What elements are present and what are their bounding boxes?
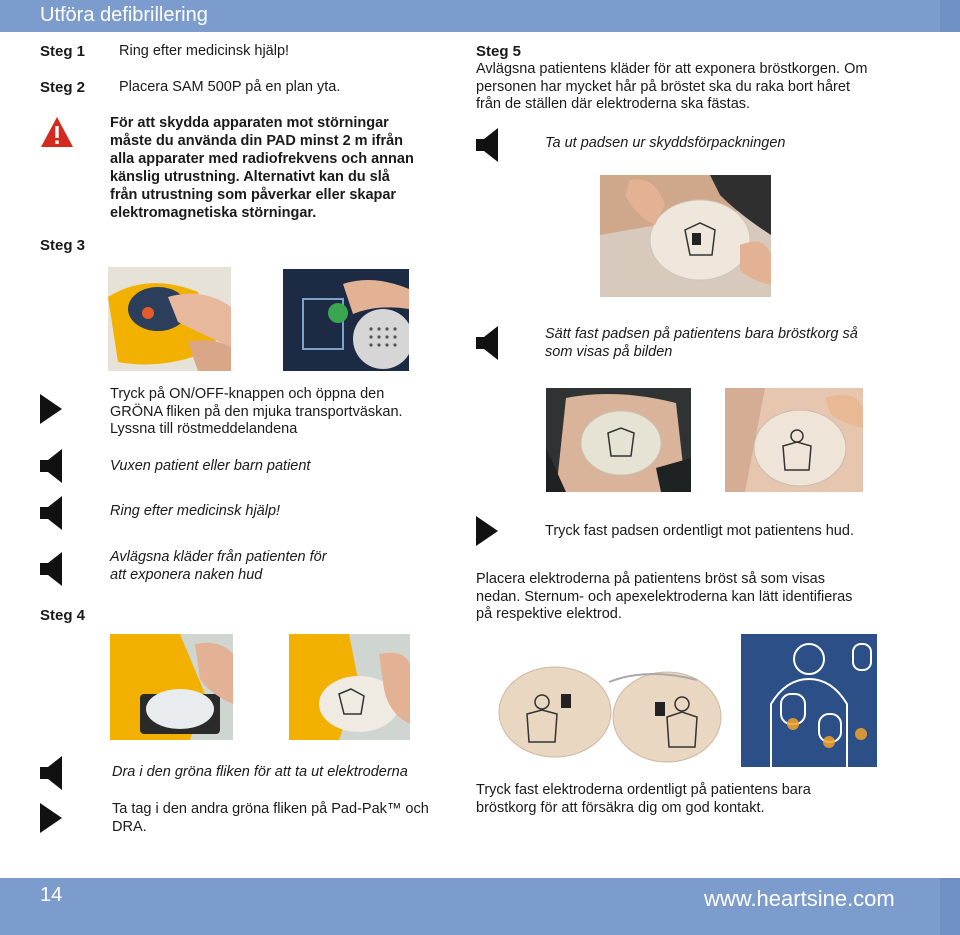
steg2-text: Placera SAM 500P på en plan yta. [119,79,341,95]
press-line: Tryck på ON/OFF-knappen och öppna den [110,386,385,402]
voice-line: Sätt fast padsen på patientens bara bröstkorg så [545,326,858,342]
press-pads-text: Tryck fast padsen ordentligt mot patientens hud. [545,523,854,539]
final-line: bröstkorg för att försäkra dig om god kontakt. [476,799,765,816]
warning-text [110,114,450,222]
play-icon [40,392,62,426]
warning-line: måste du använda din PAD minst 2 m ifrån [110,133,404,149]
place-electrodes-text [476,571,946,624]
place-line: på respektive elektrod. [476,606,622,622]
steg4-label: Steg 4 [40,607,86,624]
warning-line: För att skydda apparaten mot störningar [110,115,389,131]
steg1-text: Ring efter medicinsk hjälp! [119,43,290,59]
photo-pull-tab-2 [289,634,410,740]
steg5-text [476,61,936,114]
steg5-line: Avlägsna patientens kläder för att exponera bröstkorgen. Om [476,61,868,77]
steg2-label: Steg 2 [40,79,86,96]
voice-line: att exponera naken hud [110,566,263,583]
speaker-icon [40,552,62,586]
press-line: GRÖNA fliken på den mjuka transportväskan. [110,403,403,420]
warning-line: känslig utrustning. Alternativt kan du slå [110,169,390,185]
place-line: nedan. Sternum- och apexelektroderna kan lätt identifieras [476,588,853,605]
website-link[interactable]: www.heartsine.com [704,886,895,911]
photo-remove-pads [600,175,771,297]
speaker-icon [476,326,498,360]
take-tab-line: DRA. [112,818,147,835]
steg1-label: Steg 1 [40,43,86,60]
header-bar-edge [940,0,960,32]
photo-attach-pad-2 [725,388,863,492]
steg5-line: från de ställen där elektroderna ska fästas. [476,96,751,112]
page-number: 14 [40,884,63,906]
voice-remove-clothes [110,549,327,584]
steg3-label: Steg 3 [40,237,86,254]
play-icon [476,514,498,548]
voice-call-help: Ring efter medicinsk hjälp! [110,503,281,519]
photo-electrode-placement-diagram [741,634,877,767]
press-onoff-text [110,386,460,439]
photo-pull-tab-1 [110,634,233,740]
final-press-text [476,782,936,817]
voice-pull-tab: Dra i den gröna fliken för att ta ut elektroderna [112,764,408,780]
take-tab-text [112,801,472,836]
photo-electrode-pads [497,662,725,767]
voice-line: Avlägsna kläder från patienten för [110,549,327,565]
speaker-icon [40,449,62,483]
voice-take-pads: Ta ut padsen ur skyddsförpackningen [545,135,786,151]
speaker-icon [476,128,498,162]
warning-line: från utrustning som påverkar eller skapar [110,187,397,203]
steg5-line: personen har mycket hår på bröstet ska du raka bort håret [476,78,850,95]
footer-bar-edge [940,878,960,935]
take-tab-line: Ta tag i den andra gröna fliken på Pad-Pak™ och [112,801,429,817]
speaker-icon [40,496,62,530]
steg5-label: Steg 5 [476,43,522,60]
press-line: Lyssna till röstmeddelandena [110,421,298,437]
place-line: Placera elektroderna på patientens bröst så som visas [476,571,825,587]
warning-line: elektromagnetiska störningar. [110,205,317,221]
final-line: Tryck fast elektroderna ordentligt på patientens bara [476,782,811,798]
warning-line: alla apparater med radiofrekvens och annan [110,151,414,167]
voice-line: som visas på bilden [545,343,673,360]
voice-attach-pads [545,326,925,361]
voice-adult-child: Vuxen patient eller barn patient [110,458,311,474]
play-icon [40,801,62,835]
page-title: Utföra defibrillering [40,4,208,26]
speaker-icon [40,756,62,790]
warning-icon [40,116,74,148]
photo-attach-pad-1 [546,388,691,492]
photo-green-tab-bag [283,269,409,371]
photo-device-on-button [108,267,231,371]
